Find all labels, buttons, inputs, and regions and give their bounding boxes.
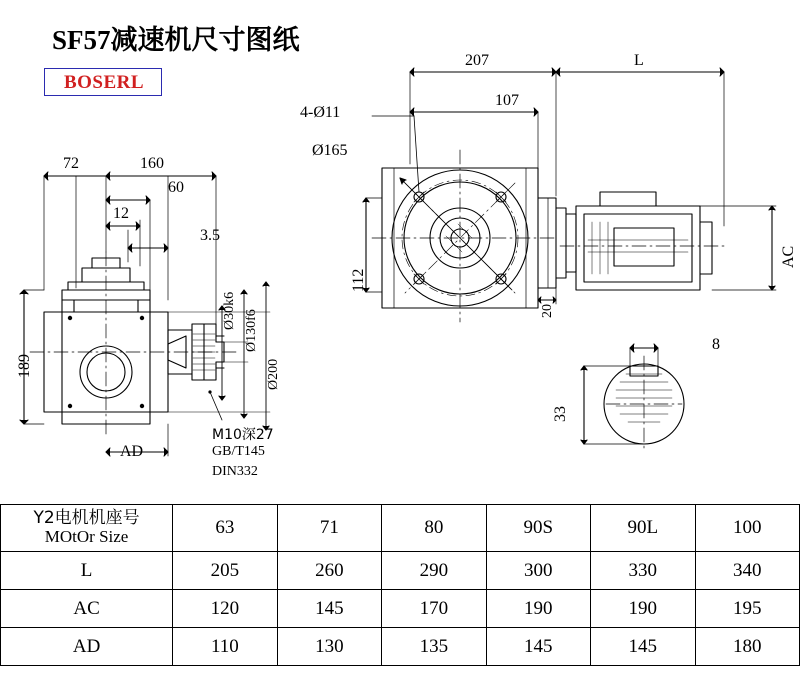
table-cell: 340 (695, 552, 800, 590)
dimension-160: 160 (140, 155, 164, 172)
table-cell: 145 (277, 590, 381, 628)
dimension-112: 112 (350, 268, 367, 292)
table-cell: 145 (486, 628, 590, 666)
dimension-D200: Ø200 (266, 358, 281, 390)
table-cell: 145 (591, 628, 695, 666)
table-header-cell: 90S (486, 505, 590, 552)
table-cell: 195 (695, 590, 800, 628)
table-header-label (1, 505, 173, 552)
table-row (1, 628, 800, 666)
dimension-107: 107 (495, 92, 519, 109)
note-gbt145: GB/T145 (212, 444, 265, 459)
table-row (1, 590, 800, 628)
table-header-label-cn: Y2电机机座号 (33, 508, 140, 529)
specification-table (0, 504, 800, 666)
table-cell: 205 (173, 552, 277, 590)
table-cell: 180 (695, 628, 800, 666)
dimension-L: L (634, 52, 644, 69)
table-cell: 135 (382, 628, 486, 666)
dimension-189: 189 (16, 354, 33, 378)
note-m10-depth: M10深27 (212, 427, 274, 443)
row-label: L (1, 552, 173, 590)
dimension-D130f6: Ø130f6 (244, 309, 259, 352)
page-title: SF57减速机尺寸图纸 (52, 25, 300, 55)
dimension-207: 207 (465, 52, 489, 69)
dimension-60: 60 (168, 179, 184, 196)
dimension-D30k6: Ø30k6 (222, 291, 237, 330)
table-header-cell: 71 (277, 505, 381, 552)
table-cell: 170 (382, 590, 486, 628)
table-cell: 110 (173, 628, 277, 666)
dimension-33: 33 (552, 406, 569, 422)
table-header-row (1, 505, 800, 552)
brand-logo-text: BOSERL (63, 72, 145, 93)
dimension-D165: Ø165 (312, 142, 348, 159)
table-cell: 190 (486, 590, 590, 628)
table-header-cell: 90L (591, 505, 695, 552)
table-row (1, 552, 800, 590)
dimension-3-5: 3.5 (200, 227, 220, 244)
table-header-cell: 63 (173, 505, 277, 552)
table-header-cell: 100 (695, 505, 800, 552)
dimension-AC: AC (780, 245, 797, 268)
table-cell: 260 (277, 552, 381, 590)
dimension-4xD11: 4-Ø11 (300, 104, 341, 121)
dimension-8: 8 (712, 336, 720, 353)
table-cell: 130 (277, 628, 381, 666)
brand-logo-box (44, 68, 162, 96)
dimension-72: 72 (63, 155, 79, 172)
table-header-label-en: MOtOr Size (44, 527, 129, 546)
row-label: AC (1, 590, 173, 628)
table-cell: 300 (486, 552, 590, 590)
note-din332: DIN332 (212, 464, 258, 479)
table-cell: 190 (591, 590, 695, 628)
dimension-12: 12 (113, 205, 129, 222)
row-label: AD (1, 628, 173, 666)
table-cell: 120 (173, 590, 277, 628)
dimension-AD: AD (120, 443, 144, 460)
table-header-cell: 80 (382, 505, 486, 552)
table-cell: 290 (382, 552, 486, 590)
dimension-20: 20 (540, 304, 555, 318)
table-cell: 330 (591, 552, 695, 590)
